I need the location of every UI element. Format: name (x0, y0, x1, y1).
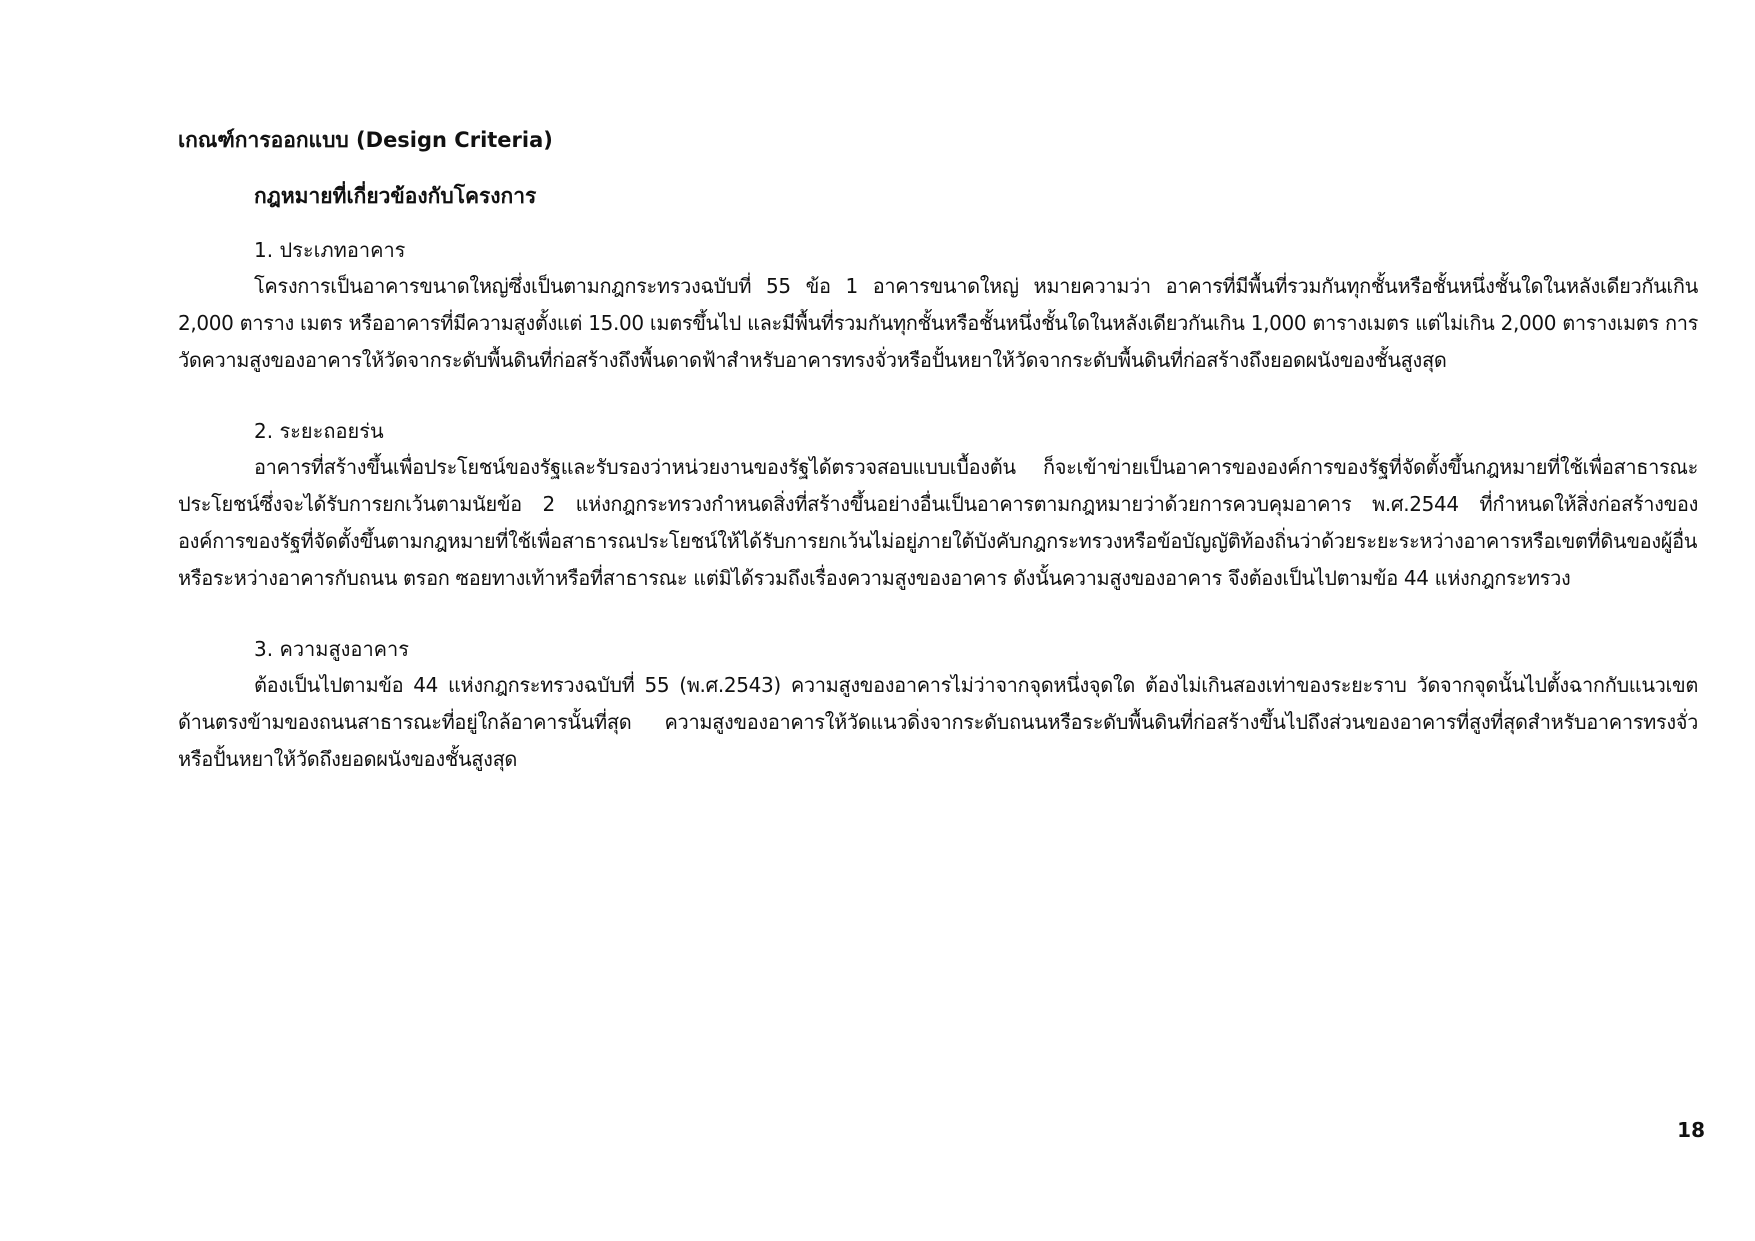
section-heading: กฎหมายที่เกี่ยวข้องกับโครงการ (254, 184, 537, 208)
item-heading: 3. ความสูงอาคาร (254, 637, 410, 661)
item-heading: 2. ระยะถอยร่น (254, 419, 384, 443)
item-body: อาคารที่สร้างขึ้นเพื่อประโยชน์ของรัฐและรับรองว่าหน่วยงานของรัฐได้ตรวจสอบแบบเบื้องต้น ก็จะเข้าข่ายเป็นอาคารขององค์การของรัฐที่จัดตั้งขึ้นกฎหมายที่ใช้เพื่อสาธารณะประโยชน์ซึ่งจะได้รับการยกเว้นตามนัยข้อ 2 แห่งกฎกระทรวงกำหนดสิ่งที่สร้างขึ้นอย่างอื่นเป็นอาคารตามกฎหมายว่าด้วยการควบคุมอาคาร พ.ศ.2544 ที่กำหนดให้สิ่งก่อสร้างขององค์การของรัฐที่จัดตั้งขึ้นตามกฎหมายที่ใช้เพื่อสาธารณประโยชน์ให้ได้รับการยกเว้นไม่อยู่ภายใต้บังคับกฎกระทรวงหรือข้อบัญญัติท้องถิ่นว่าด้วยระยะระหว่างอาคารหรือเขตที่ดินของผู้อื่นหรือระหว่างอาคารกับถนน ตรอก ซอยทางเท้าหรือที่สาธารณะ แต่มิได้รวมถึงเรื่องความสูงของอาคาร ดังนั้นความสูงของอาคาร จึงต้องเป็นไปตามข้อ 44 แห่งกฎกระทรวง (178, 455, 1698, 590)
page-number: 18 (1677, 1118, 1705, 1142)
item-heading: 1. ประเภทอาคาร (254, 238, 406, 262)
page-content (178, 120, 1698, 812)
item-body: ต้องเป็นไปตามข้อ 44 แห่งกฎกระทรวงฉบับที่ 55 (พ.ศ.2543) ความสูงของอาคารไม่ว่าจากจุดหนึ่งจุดใด ต้องไม่เกินสองเท่าของระยะราบ วัดจากจุดนั้นไปตั้งฉากกับแนวเขตด้านตรงข้ามของถนนสาธารณะที่อยู่ใกล้อาคารนั้นที่สุด ความสูงของอาคารให้วัดแนวดิ่งจากระดับถนนหรือระดับพื้นดินที่ก่อสร้างขึ้นไปถึงส่วนของอาคารที่สูงที่สุดสำหรับอาคารทรงจั่วหรือปั้นหยาให้วัดถึงยอดผนังของชั้นสูงสุด (178, 673, 1698, 771)
item-building-type (178, 232, 1698, 379)
item-body: โครงการเป็นอาคารขนาดใหญ่ซึ่งเป็นตามกฎกระทรวงฉบับที่ 55 ข้อ 1 อาคารขนาดใหญ่ หมายความว่า อาคารที่มีพื้นที่รวมกันทุกชั้นหรือชั้นหนึ่งชั้นใดในหลังเดียวกันเกิน 2,000 ตาราง เมตร หรืออาคารที่มีความสูงตั้งแต่ 15.00 เมตรขึ้นไป และมีพื้นที่รวมกันทุกชั้นหรือชั้นหนึ่งชั้นใดในหลังเดียวกันเกิน 1,000 ตารางเมตร แต่ไม่เกิน 2,000 ตารางเมตร การวัดความสูงของอาคารให้วัดจากระดับพื้นดินที่ก่อสร้างถึงพื้นดาดฟ้าสำหรับอาคารทรงจั่วหรือปั้นหยาให้วัดจากระดับพื้นดินที่ก่อสร้างถึงยอดผนังของชั้นสูงสุด (178, 274, 1698, 372)
document-title: เกณฑ์การออกแบบ (Design Criteria) (178, 128, 553, 152)
item-setback (178, 413, 1698, 597)
item-building-height (178, 631, 1698, 778)
